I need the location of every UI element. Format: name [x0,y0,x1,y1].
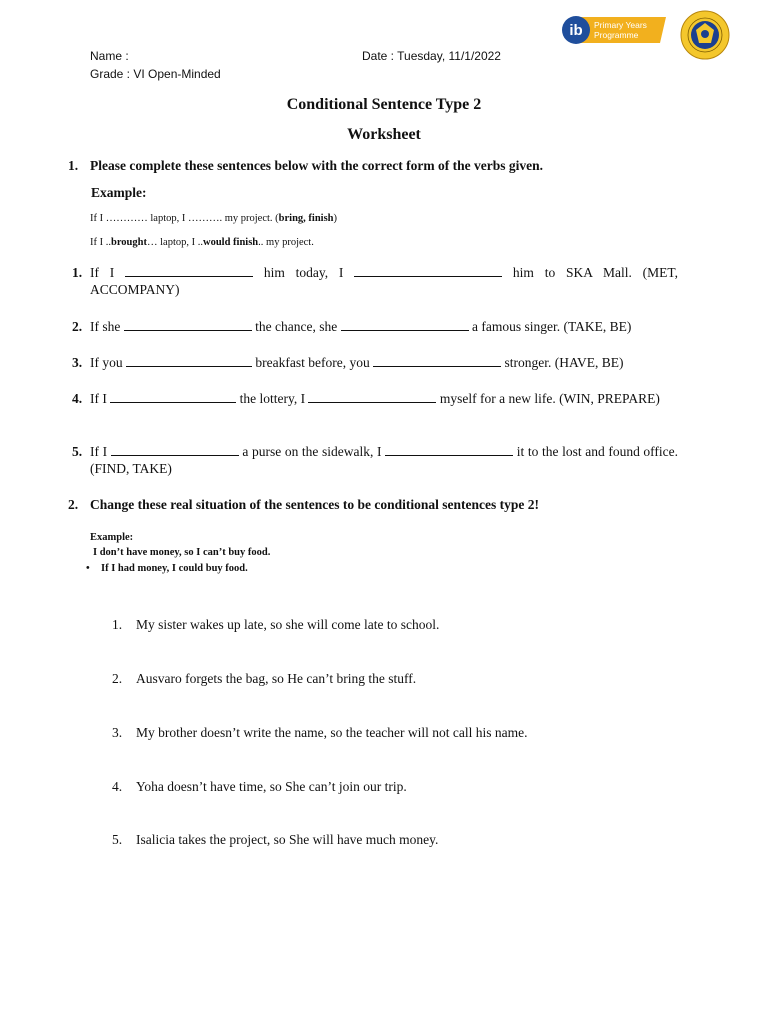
question-5 [72,443,678,477]
question-2 [72,318,678,335]
list-item-number: 5. [112,832,123,847]
list-item [112,779,407,795]
answer-blank[interactable] [125,264,253,277]
list-item [112,725,528,741]
question-number: 5. [72,444,83,459]
question-number: 1. [72,265,83,280]
example-answer-text: If I had money, I could buy food. [101,563,248,574]
question-text: the lottery, I [239,391,306,406]
ib-pyp-logo [560,14,668,46]
question-1 [72,264,678,298]
ib-letters: ib [569,22,583,39]
question-text: If I [90,444,108,459]
question-text: him to SKA Mall. (MET, ACCOMPANY) [90,265,679,297]
question-text: If she [90,319,121,334]
question-text: myself for a new life. (WIN, PREPARE) [439,391,660,406]
list-item-number: 1. [112,617,123,632]
list-item-text: My brother doesn’t write the name, so the teacher will not call his name. [136,725,528,740]
question-text: a famous singer. (TAKE, BE) [471,319,632,334]
list-item-number: 2. [112,671,123,686]
question-number: 3. [72,355,83,370]
ib-logo-text-2: Programme [594,30,639,40]
section1-example-question [90,213,337,224]
ib-logo-text-1: Primary Years [594,20,647,30]
section2-example-answer [86,563,248,574]
section2-example-label: Example: [90,532,134,543]
section1-heading [68,158,543,174]
list-item-text: My sister wakes up late, so she will come late to school. [136,617,440,632]
list-item-number: 4. [112,779,123,794]
question-number: 2. [72,319,83,334]
question-text: breakfast before, you [255,355,370,370]
section1-instruction: Please complete these sentences below with the correct form of the verbs given. [90,158,543,173]
ib-logo-graphic [560,14,668,46]
answer-blank[interactable] [111,443,239,456]
question-text: a purse on the sidewalk, I [242,444,382,459]
example-a-c: … laptop, I .. [147,237,203,248]
section2-example-question: I don’t have money, so I can’t buy food. [93,547,271,558]
question-text: If I [90,391,107,406]
answer-blank[interactable] [308,390,436,403]
example-a-b: brought [111,237,147,248]
section2-heading [68,497,539,513]
example-a-e: .. my project. [258,237,314,248]
example-q-b: bring, finish [278,213,334,224]
date-label: Date : Tuesday, 11/1/2022 [362,49,501,63]
example-q-c: ) [333,213,338,224]
question-text: him today, I [263,265,344,280]
answer-blank[interactable] [341,318,469,331]
page-subtitle: Worksheet [347,126,421,143]
answer-blank[interactable] [385,443,513,456]
list-item [112,671,416,687]
question-text: If I [90,265,115,280]
name-label: Name : [90,49,129,63]
question-4 [72,390,678,407]
example-a-a: If I .. [90,237,111,248]
question-3 [72,354,678,371]
section2-number: 2. [68,497,79,512]
list-item [112,832,438,848]
answer-blank[interactable] [373,354,501,367]
section1-example-answer [90,237,314,248]
list-item-text: Isalicia takes the project, so She will have much money. [136,832,439,847]
answer-blank[interactable] [126,354,252,367]
question-number: 4. [72,391,83,406]
school-seal-logo [680,10,730,60]
answer-blank[interactable] [354,264,502,277]
section1-number: 1. [68,158,79,173]
page-title: Conditional Sentence Type 2 [286,96,482,113]
bullet-icon: • [86,563,90,574]
section1-example-label: Example: [91,185,147,200]
question-text: If you [90,355,123,370]
question-text: the chance, she [255,319,338,334]
question-text: it to the lost and found office. (FIND, TAKE) [90,444,679,476]
list-item-text: Yoha doesn’t have time, so She can’t join our trip. [136,779,407,794]
grade-label: Grade : VI Open-Minded [90,67,221,81]
example-q-a: If I ………… laptop, I ………. my project. ( [90,213,279,224]
list-item-number: 3. [112,725,123,740]
section2-instruction: Change these real situation of the sentences to be conditional sentences type 2! [90,497,539,512]
list-item [112,617,439,633]
list-item-text: Ausvaro forgets the bag, so He can’t bring the stuff. [136,671,417,686]
example-a-d: would finish [203,237,259,248]
answer-blank[interactable] [110,390,236,403]
answer-blank[interactable] [124,318,252,331]
question-text: stronger. (HAVE, BE) [504,355,624,370]
